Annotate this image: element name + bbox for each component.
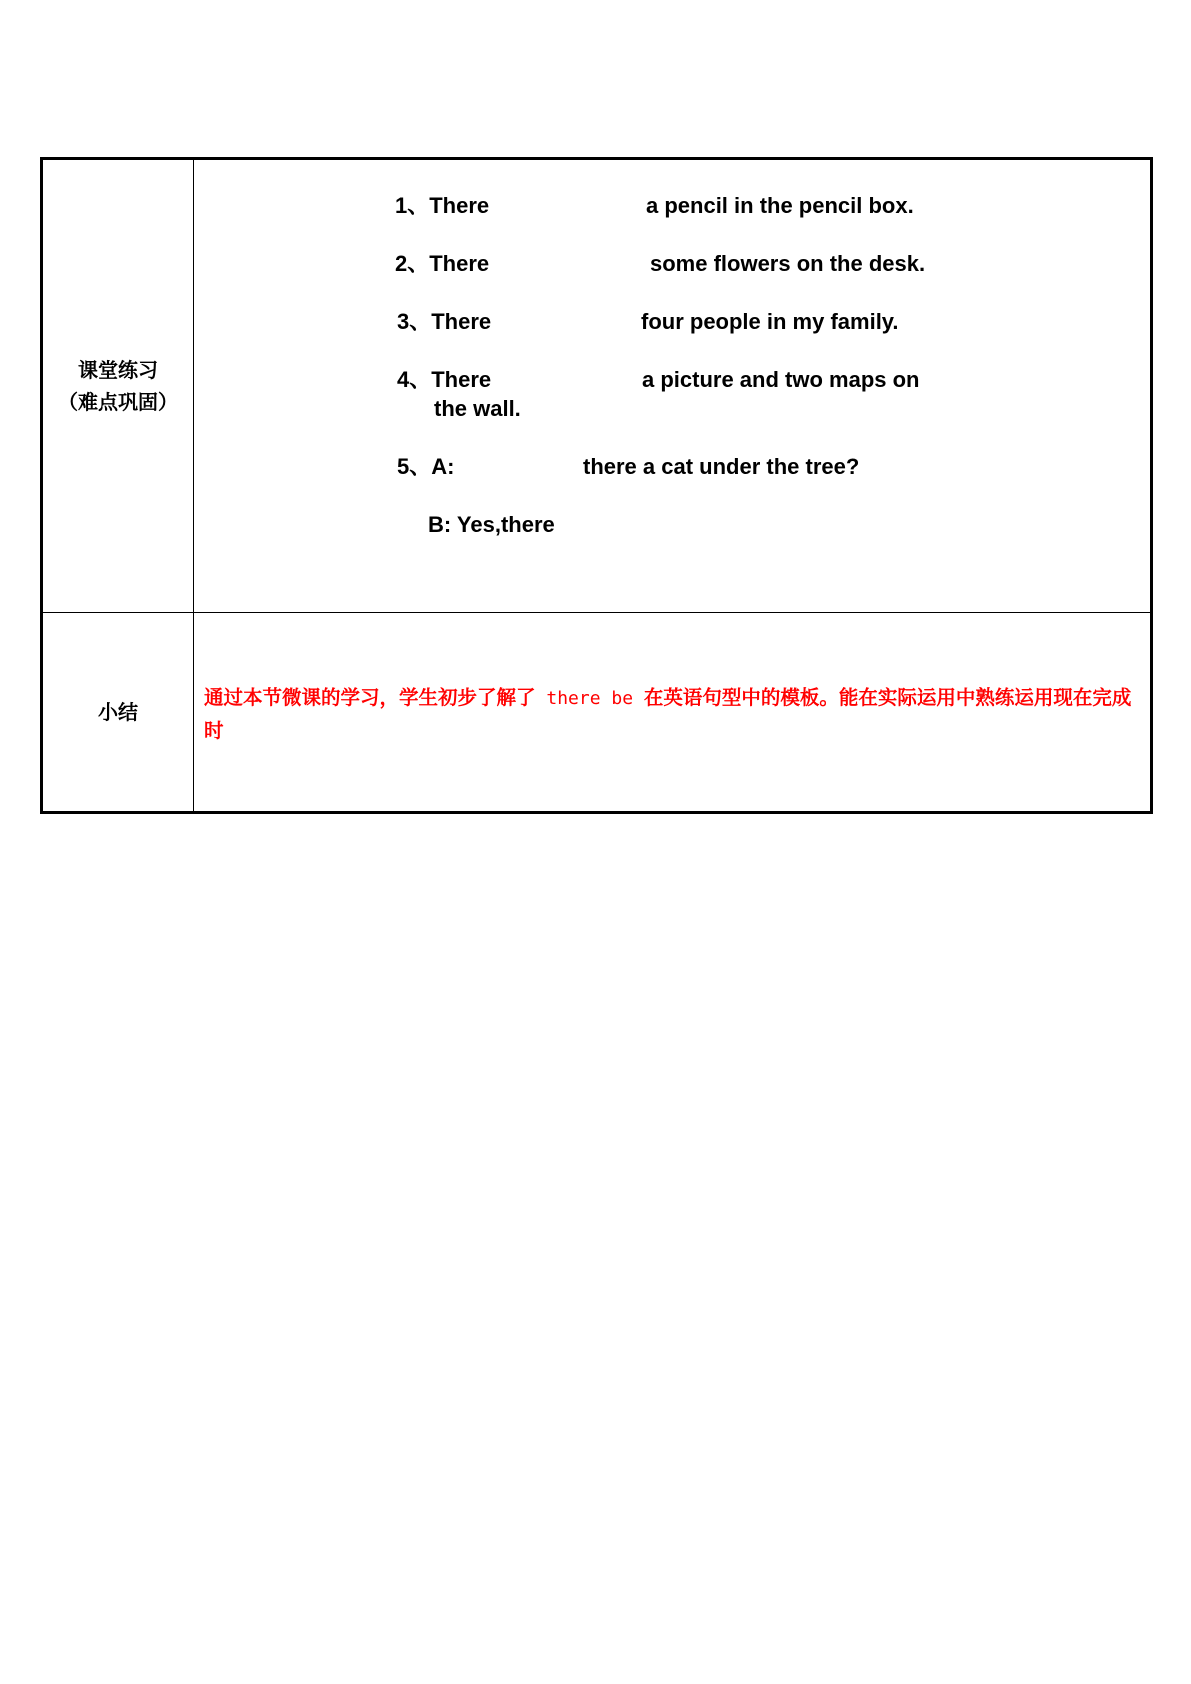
summary-text-part2: 在英语句型中的模板。能在实际运用中熟练运用现在完成时 bbox=[204, 686, 1132, 742]
practice-label-subtitle: （难点巩固） bbox=[58, 390, 178, 414]
lesson-table bbox=[40, 157, 1153, 814]
summary-content-cell bbox=[194, 613, 1152, 813]
exercise-5-number: 5、A: bbox=[397, 454, 455, 479]
summary-area bbox=[194, 613, 1150, 811]
summary-label-cell bbox=[42, 613, 194, 813]
exercise-list bbox=[194, 160, 1150, 612]
exercise-4-number: 4、There bbox=[397, 367, 492, 392]
exercise-4-text: a picture and two maps on bbox=[642, 367, 920, 392]
practice-label-cell bbox=[42, 159, 194, 613]
summary-label: 小结 bbox=[98, 700, 138, 724]
practice-label-title: 课堂练习 bbox=[78, 358, 158, 382]
exercise-1-number: 1、There bbox=[395, 193, 490, 218]
practice-content-cell bbox=[194, 159, 1152, 613]
exercise-3-text: four people in my family. bbox=[641, 309, 899, 334]
exercise-5-text: there a cat under the tree? bbox=[583, 454, 860, 479]
summary-text-part1: 通过本节微课的学习，学生初步了解了 bbox=[204, 686, 536, 709]
summary-text bbox=[204, 682, 1142, 747]
exercise-5-answer: B: Yes,there bbox=[428, 512, 555, 537]
exercise-3-number: 3、There bbox=[397, 309, 492, 334]
summary-row bbox=[42, 613, 1152, 813]
exercise-4-continuation: the wall. bbox=[434, 396, 521, 421]
practice-row bbox=[42, 159, 1152, 613]
exercise-2-number: 2、There bbox=[395, 251, 490, 276]
exercise-2-text: some flowers on the desk. bbox=[650, 251, 926, 276]
exercise-1-text: a pencil in the pencil box. bbox=[646, 193, 914, 218]
summary-text-code: there be bbox=[535, 688, 644, 709]
